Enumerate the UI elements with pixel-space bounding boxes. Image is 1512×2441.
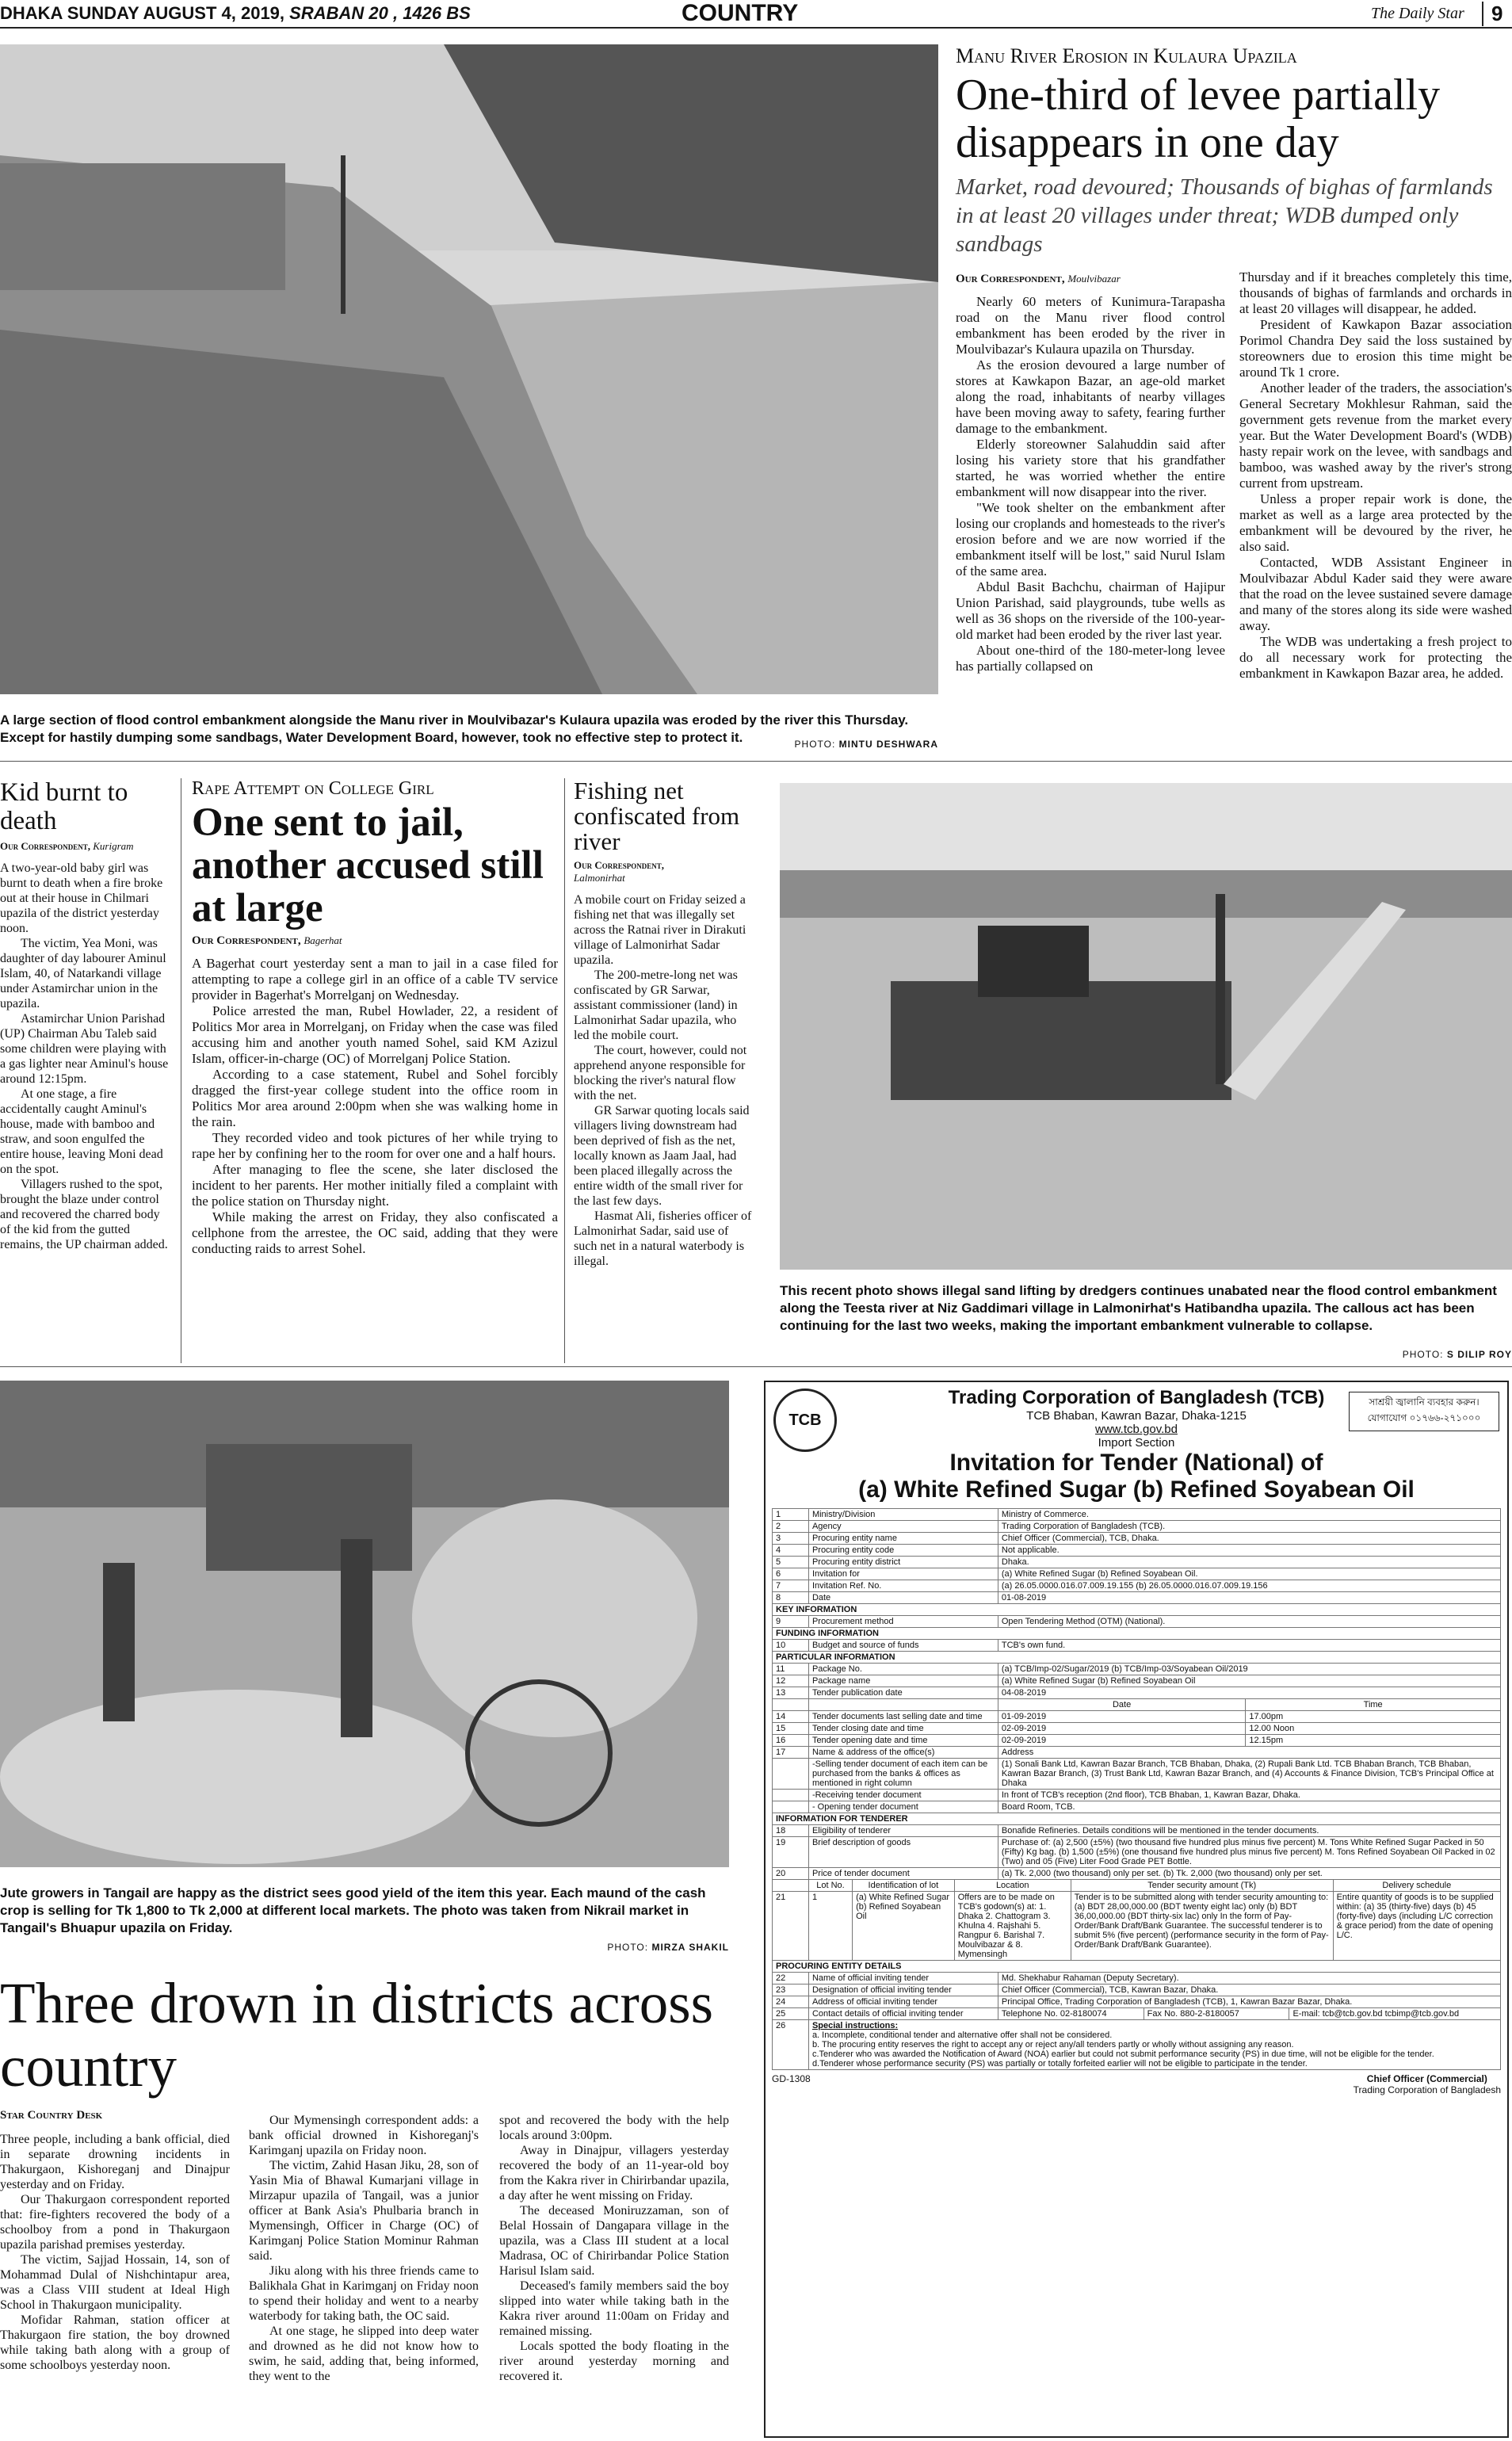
table-cell: 04-08-2019 [998, 1687, 1500, 1699]
table-cell: Agency [808, 1521, 998, 1533]
table-cell: Tender is to be submitted along with tender security amounting to: (a) BDT 28,00,000.00 (BDT twenty eight lac) only (b) BDT 36,00,000.00 (BDT thirty-six lac) only In the form of Pay-Order/Bank Draft/Bank Guarantee. The successful tenderer is to submit 5% (five percent) (performance security in the form of Pay-Order/Bank Draft/Bank Guarantee). [1071, 1892, 1333, 1961]
credit-label: PHOTO: [794, 739, 836, 750]
paragraph: The court, however, could not apprehend anyone responsible for blocking the river's natural flow with the net. [574, 1044, 747, 1102]
table-cell: 25 [773, 2008, 809, 2020]
column-header: Identification of lot [853, 1880, 955, 1892]
table-cell: 11 [773, 1664, 809, 1675]
story-drown-col3 [499, 2113, 729, 2384]
story-levee-col1 [956, 268, 1225, 674]
table-row [773, 1664, 1501, 1675]
paragraph: Locals spotted the body floating in the river around yesterday morning and recovered it. [499, 2340, 729, 2383]
paragraph: After managing to flee the scene, she later disclosed the incident to her parents. Her mother initially filed a complaint with the police station on Thursday night. [192, 1162, 558, 1209]
paragraph: The 200-metre-long net was confiscated by GR Sarwar, assistant commissioner (land) in Lalmonirhat Sadar upazila, who led the mobile court. [574, 968, 738, 1042]
table-cell: Offers are to be made on TCB's godown(s) at: 1. Dhaka 2. Chattogram 3. Khulna 4. Rajshahi 5. Rangpur 6. Barishal 7. Moulvibazar & 8. Mymensingh [954, 1892, 1071, 1961]
paragraph: As the erosion devoured a large number of stores at Kawkapon Bazar, an age-old market along the road, inhabitants of nearby villages have been moving away to safety, fearing further damage to the embankment. [956, 357, 1225, 436]
section-title: KEY INFORMATION [773, 1604, 1501, 1616]
paragraph: GR Sarwar quoting locals said villagers living downstream had been deprived of fish as the net, locally known as Jaam Jaal, had been placed illegally across the entire width of the small river for the last few days. [574, 1104, 750, 1208]
tender-dates-table [772, 1698, 1501, 1747]
byline-place: Lalmonirhat [574, 872, 625, 884]
page-number: 9 [1482, 2, 1502, 26]
table-row [773, 1568, 1501, 1580]
table-cell: Package name [808, 1675, 998, 1687]
tcb-logo: TCB [773, 1389, 837, 1452]
tender-title: Invitation for Tender (National) of [949, 1450, 1323, 1476]
table-row [773, 1973, 1501, 1985]
story-jail [192, 778, 558, 1257]
divider [0, 761, 1512, 762]
masthead-date-text: DHAKA SUNDAY AUGUST 4, 2019, [0, 3, 285, 23]
table-cell: Tender closing date and time [808, 1723, 998, 1735]
table-cell: Invitation Ref. No. [808, 1580, 998, 1592]
date-header: Date [998, 1699, 1245, 1711]
section-row [773, 1961, 1501, 1973]
paragraph: Hasmat Ali, fisheries officer of Lalmonirhat Sadar, said use of such net in a natural waterbody is illegal. [574, 1209, 752, 1268]
table-row [773, 1837, 1501, 1868]
paragraph: Our Thakurgaon correspondent reported that: fire-fighters recovered the body of a schoolboy from a pond in Thakurgaon upazila parishad premises yesterday. [0, 2193, 230, 2252]
jute-photo-credit [507, 1942, 729, 1953]
table-row [773, 1985, 1501, 1996]
story-subhead: Market, road devoured; Thousands of bighas of farmlands in at least 20 villages under threat; WDB dumped only sandbags [956, 174, 1493, 257]
special-instructions [808, 2020, 1500, 2070]
table-cell: In front of TCB's reception (2nd floor), TCB Bhaban, 1, Kawran Bazar, Dhaka. [998, 1790, 1500, 1801]
table-cell: (1) Sonali Bank Ltd, Kawran Bazar Branch, TCB Bhaban, Dhaka, (2) Rupali Bank Ltd. TCB Bhaban Branch, TCB Bhaban, Kawran Bazar Branch, (3) Trust Bank Ltd, Kawran Bazar Branch, and (4) Accounts & Finance Division, TCB's Principal Office at Dhaka [998, 1759, 1500, 1790]
section-title: INFORMATION FOR TENDERER [773, 1813, 1501, 1825]
table-row [773, 2008, 1501, 2020]
table-cell: Name & address of the office(s) [808, 1747, 998, 1759]
table-cell: 16 [773, 1735, 809, 1747]
story-body [192, 956, 558, 1257]
instruction: c.Tenderer who was awarded the Notification of Award (NOA) earlier but could not submit performance security (PS) in due time, will not be eligible for the tender. [811, 2049, 1434, 2059]
paragraph: At one stage, a fire accidentally caught Aminul's house, made with bamboo and straw, and soon engulfed the entire house, leaving Moni dead on the spot. [0, 1087, 163, 1176]
paragraph: Three people, including a bank official, died in separate drowning incidents in Thakurgaon, Kishoreganj and Dinajpur yesterday and on Friday. [0, 2133, 230, 2191]
table-cell: 7 [773, 1580, 809, 1592]
instruction: a. Incomplete, conditional tender and alternative offer shall not be considered. [811, 2030, 1113, 2040]
story-headline: One sent to jail, another accused still at large [192, 800, 544, 930]
table-cell: 1 [808, 1892, 852, 1961]
divider [564, 778, 565, 1363]
table-cell: Ministry of Commerce. [998, 1509, 1500, 1521]
paragraph: Unless a proper repair work is done, the market as well as a large area protected by the embankment will be devoured by the river, he also said. [1239, 491, 1512, 554]
story-kicker: Manu River Erosion in Kulaura Upazila [956, 44, 1297, 67]
story-levee-col2 [1239, 269, 1512, 682]
story-kid-burnt [0, 778, 173, 1252]
table-cell: -Receiving tender document [808, 1790, 998, 1801]
masthead [0, 0, 1512, 29]
paragraph: According to a case statement, Rubel and Sohel forcibly dragged the first-year college student into the office room in Politics Mor area around 2:00pm when she was walking home in the rain. [192, 1067, 558, 1129]
table-cell: Address [998, 1747, 1500, 1759]
dredger-photo-caption: This recent photo shows illegal sand lifting by dredgers continues unabated near the flood control embankment along the Teesta river at Niz Gaddimari village in Lalmonirhat's Hatibandha upazila. The callous act has been continuing for the last two weeks, making the important embankment vulnerable to collapse. [780, 1283, 1497, 1333]
table-cell: TCB's own fund. [998, 1640, 1500, 1652]
section-title: COUNTRY [682, 0, 799, 26]
byline-place: Moulvibazar [1067, 273, 1121, 285]
paragraph: The victim, Yea Moni, was daughter of day labourer Aminul Islam, 40, of Natarkandi village under Astamirchar union in the upazila. [0, 937, 166, 1010]
tender-section: Import Section [1098, 1436, 1175, 1450]
table-cell: Principal Office, Trading Corporation of Bangladesh (TCB), 1, Kawran Bazar Bazar, Dhaka. [998, 1996, 1500, 2008]
table-cell [773, 1801, 809, 1813]
table-row [773, 1996, 1501, 2008]
table-row [773, 1801, 1501, 1813]
story-byline [574, 859, 753, 884]
story-drown-headline: Three drown in districts across country [0, 1971, 714, 2099]
table-row [773, 1616, 1501, 1628]
table-cell: 01-08-2019 [998, 1592, 1500, 1604]
table-row [773, 1687, 1501, 1699]
table-cell [773, 1790, 809, 1801]
paper-logo: The Daily Star [1371, 5, 1464, 22]
table-cell: Entire quantity of goods is to be supplied within: (a) 35 (thirty-five) days (b) 45 (forty-five) days (including L/C correction & grace period) from the date of opening L/C. [1333, 1892, 1500, 1961]
table-cell: 17 [773, 1747, 809, 1759]
column-header [773, 1880, 809, 1892]
tender-website[interactable]: www.tcb.gov.bd [1095, 1423, 1178, 1436]
table-cell: 10 [773, 1640, 809, 1652]
credit-label: PHOTO: [1402, 1349, 1444, 1360]
table-cell: Bonafide Refineries. Details conditions will be mentioned in the tender documents. [998, 1825, 1500, 1837]
table-row [773, 1735, 1501, 1747]
byline-place: Bagerhat [304, 934, 342, 946]
byline-text: Our Correspondent, [192, 934, 301, 947]
story-byline [0, 840, 173, 853]
table-cell: 19 [773, 1837, 809, 1868]
signature [1354, 2073, 1501, 2095]
table-cell: Chief Officer (Commercial), TCB, Kawran Bazar, Dhaka. [998, 1985, 1500, 1996]
table-cell: Eligibility of tenderer [808, 1825, 998, 1837]
table-cell: (a) TCB/Imp-02/Sugar/2019 (b) TCB/Imp-03/Soyabean Oil/2019 [998, 1664, 1500, 1675]
column-header: Location [954, 1880, 1071, 1892]
table-cell: Procuring entity code [808, 1545, 998, 1557]
story-body [0, 861, 173, 1252]
table-cell: Procuring entity district [808, 1557, 998, 1568]
table-cell: (a) White Refined Sugar (b) Refined Soyabean Oil. [998, 1568, 1500, 1580]
paragraph: Thursday and if it breaches completely this time, thousands of bighas of farmlands and orchards in at least 20 villages will disappear, he added. [1239, 269, 1512, 316]
table-cell: Address of official inviting tender [808, 1996, 998, 2008]
story-headline: Kid burnt to death [0, 778, 128, 835]
table-row [773, 1580, 1501, 1592]
table-cell: Contact details of official inviting tender [808, 2008, 998, 2020]
byline-place: Kurigram [93, 840, 134, 852]
erosion-photo [0, 44, 938, 694]
table-cell: Open Tendering Method (OTM) (National). [998, 1616, 1500, 1628]
table-cell: (a) White Refined Sugar (b) Refined Soyabean Oil [853, 1892, 955, 1961]
table-cell: - Opening tender document [808, 1801, 998, 1813]
paragraph: At one stage, he slipped into deep water and drowned as he did not know how to swim, he said, adding that, being informed, they went to the [249, 2324, 479, 2383]
table-cell: 20 [773, 1868, 809, 1880]
table-cell: 12.00 Noon [1246, 1723, 1501, 1735]
tender-org: Trading Corporation of Bangladesh (TCB) [948, 1387, 1325, 1408]
table-cell: Tender opening date and time [808, 1735, 998, 1747]
table-row [773, 1723, 1501, 1735]
section-title: PARTICULAR INFORMATION [773, 1652, 1501, 1664]
table-cell: Procurement method [808, 1616, 998, 1628]
table-cell: 14 [773, 1711, 809, 1723]
table-cell: Tender publication date [808, 1687, 998, 1699]
table-cell: 3 [773, 1533, 809, 1545]
table-cell: 12 [773, 1675, 809, 1687]
paragraph: Away in Dinajpur, villagers yesterday recovered the body of an 11-year-old boy from the Kakra river in Chirirbandar upazila, a day after he went missing on Friday. [499, 2144, 729, 2202]
paragraph: The victim, Zahid Hasan Jiku, 28, son of Yasin Mia of Bhawal Kumarjani village in Mirzapur upazila of Tangail, was a junior officer at Bank Asia's Phulbaria branch in Mymensingh, Officer in Charge (OC) of Karimganj Police Station Mominur Rahman said. [249, 2159, 479, 2263]
story-levee [956, 44, 1512, 258]
table-cell: Designation of official inviting tender [808, 1985, 998, 1996]
table-cell: Trading Corporation of Bangladesh (TCB). [998, 1521, 1500, 1533]
jute-photo-caption: Jute growers in Tangail are happy as the district sees good yield of the item this year. Each maund of the cash crop is selling for Tk 1,800 to Tk 2,000 at different local markets. The photo was taken from Nikrail market in Tangail's Bhuapur upazila on Friday. [0, 1885, 706, 1935]
table-cell: E-mail: tcb@tcb.gov.bd tcbimp@tcb.gov.bd [1289, 2008, 1501, 2020]
tender-title-goods: (a) White Refined Sugar (b) Refined Soyabean Oil [858, 1476, 1415, 1503]
story-drown-col2 [249, 2113, 479, 2384]
table-row [773, 1675, 1501, 1687]
tender-contact-table [772, 2007, 1501, 2070]
paragraph: The victim, Sajjad Hossain, 14, son of Mohammad Dulal of Nishchintapur area, was a Class VIII student at Ideal High School in Thakurgaon municipality. [0, 2253, 230, 2312]
table-cell: 5 [773, 1557, 809, 1568]
paragraph: Jiku along with his three friends came to Balikhala Ghat in Karimganj on Friday noon to spend their holiday and went to a nearby waterbody for taking bath, the OC said. [249, 2264, 479, 2323]
section-row [773, 1604, 1501, 1616]
table-cell: Board Room, TCB. [998, 1801, 1500, 1813]
signatory-org: Trading Corporation of Bangladesh [1353, 2084, 1501, 2095]
section-row [773, 1652, 1501, 1664]
section-row [773, 1628, 1501, 1640]
table-cell: Fax No. 880-2-8180057 [1144, 2008, 1289, 2020]
byline-text: Our Correspondent, [574, 859, 665, 871]
column-header: Tender security amount (Tk) [1071, 1880, 1333, 1892]
table-cell: 13 [773, 1687, 809, 1699]
instructions-title: Special instructions: [811, 2021, 899, 2030]
credit-label: PHOTO: [607, 1942, 649, 1953]
byline-text: Our Correspondent, [0, 840, 91, 852]
bangla-notice: সাশ্রয়ী জ্বালানি ব্যবহার করুন। যোগাযোগ ০১৭৬৬-২৭১০০০ [1349, 1392, 1499, 1431]
dredger-photo [780, 783, 1512, 1270]
table-cell: (a) White Refined Sugar (b) Refined Soyabean Oil [998, 1675, 1500, 1687]
credit-name: MIRZA SHAKIL [651, 1942, 729, 1953]
paragraph: Deceased's family members said the boy slipped into water while taking bath in the Kakra river around 11:00am on Friday and remained missing. [499, 2279, 729, 2338]
divider [0, 1366, 1512, 1367]
table-cell: 1 [773, 1509, 809, 1521]
table-cell: 23 [773, 1985, 809, 1996]
table-row [773, 1711, 1501, 1723]
paragraph: Abdul Basit Bachchu, chairman of Hajipur Union Parishad, said playgrounds, tube wells as well as 36 shops on the riverside of the 100-year-old market had been eroded by the river last year. [956, 579, 1225, 642]
table-cell: 01-09-2019 [998, 1711, 1245, 1723]
paragraph: Nearly 60 meters of Kunimura-Tarapasha road on the Manu river flood control embankment has been eroded by the river in Moulvibazar's Kulaura upazila on Thursday. [956, 294, 1225, 357]
table-row [773, 1892, 1501, 1961]
tender-table-3 [772, 1960, 1501, 2008]
table-cell: 8 [773, 1592, 809, 1604]
paragraph: The deceased Moniruzzaman, son of Belal Hossain of Dangapara village in the upazila, was a Class III student at a local Madrasa, OC of Chirirbandar Police Station Harisul Islam said. [499, 2204, 729, 2278]
credit-name: MINTU DESHWARA [838, 739, 938, 750]
paragraph: Mofidar Rahman, station officer at Thakurgaon fire station, the boy drowned while taking bath along with a group of some schoolboys yesterday noon. [0, 2313, 230, 2372]
tender-address: TCB Bhaban, Kawran Bazar, Dhaka-1215 [1026, 1409, 1247, 1423]
table-row [773, 1790, 1501, 1801]
row-number: 26 [773, 2020, 809, 2070]
paragraph: Our Mymensingh correspondent adds: a bank official drowned in Kishoreganj's Karimganj upazila on Friday noon. [249, 2114, 479, 2157]
paragraph: Contacted, WDB Assistant Engineer in Moulvibazar Abdul Kader said they were aware that the road on the levee sustained severe damage and many of the stores along its side were washed away. [1239, 555, 1512, 633]
table-row [773, 1592, 1501, 1604]
story-body [956, 294, 1225, 674]
column-header: Delivery schedule [1333, 1880, 1500, 1892]
table-row [773, 1699, 1501, 1711]
gd-number: GD-1308 [772, 2073, 811, 2084]
tender-footer [772, 2073, 1501, 2095]
paragraph: Another leader of the traders, the association's General Secretary Mokhlesur Rahman, said the government gets revenue from the market every year. But the Water Development Board's (WDB) hasty repair work on the levee, with sandbags and bamboo, was washed away by the river's strong current from upstream. [1239, 380, 1512, 491]
story-kicker: Rape Attempt on College Girl [192, 778, 434, 799]
paragraph: A Bagerhat court yesterday sent a man to jail in a case filed for attempting to rape a college girl in an office of a cable TV service provider in Bagerhat's Morrelganj on Wednesday. [192, 956, 558, 1003]
table-row [773, 1880, 1501, 1892]
byline-text: Our Correspondent, [956, 273, 1065, 285]
paragraph: spot and recovered the body with the help locals around 3:00pm. [499, 2114, 729, 2142]
table-cell: Not applicable. [998, 1545, 1500, 1557]
table-cell: 6 [773, 1568, 809, 1580]
table-cell: Price of tender document [808, 1868, 998, 1880]
paragraph: About one-third of the 180-meter-long levee has partially collapsed on [956, 643, 1225, 674]
table-cell: 12.15pm [1246, 1735, 1501, 1747]
table-cell: Invitation for [808, 1568, 998, 1580]
table-cell: Name of official inviting tender [808, 1973, 998, 1985]
table-cell: (a) Tk. 2,000 (two thousand) only per set. (b) Tk. 2,000 (two thousand) only per set. [998, 1868, 1500, 1880]
table-cell: -Selling tender document of each item can be purchased from the banks & offices as mentioned in right column [808, 1759, 998, 1790]
table-row [773, 2020, 1501, 2070]
table-cell: 9 [773, 1616, 809, 1628]
tender-table-2 [772, 1746, 1501, 1880]
story-body [574, 892, 753, 1269]
time-header: Time [1246, 1699, 1501, 1711]
paragraph: Astamirchar Union Parishad (UP) Chairman Abu Taleb said some children were playing with a gas lighter near Aminul's house around 12:15pm. [0, 1012, 169, 1086]
story-byline: Star Country Desk [0, 2109, 103, 2122]
column-header: Lot No. [808, 1880, 852, 1892]
table-row [773, 1545, 1501, 1557]
table-cell: Brief description of goods [808, 1837, 998, 1868]
section-title: FUNDING INFORMATION [773, 1628, 1501, 1640]
section-row [773, 1813, 1501, 1825]
table-cell: Md. Shekhabur Rahaman (Deputy Secretary). [998, 1973, 1500, 1985]
credit-name: S DILIP ROY [1446, 1349, 1512, 1360]
tender-table [772, 1508, 1501, 1699]
table-cell: 21 [773, 1892, 809, 1961]
erosion-photo-credit [713, 739, 938, 750]
table-row [773, 1509, 1501, 1521]
table-row [773, 1521, 1501, 1533]
story-byline [192, 934, 558, 948]
paragraph: Police arrested the man, Rubel Howlader, 22, a resident of Politics Mor area in Morrelganj, on Friday when the case was filed accusing him and another youth named Sohel, said KM Azizul Islam, officer-in-charge (OC) of Morrelganj Police Station. [192, 1003, 558, 1066]
table-cell: 4 [773, 1545, 809, 1557]
paragraph: While making the arrest on Friday, they also confiscated a cellphone from the arrestee, the OC said, adding that they were conducting raids to arrest Sohel. [192, 1209, 558, 1256]
table-cell: Procuring entity name [808, 1533, 998, 1545]
table-cell: Tender documents last selling date and time [808, 1711, 998, 1723]
dredger-photo-credit [1284, 1349, 1512, 1360]
table-cell: 02-09-2019 [998, 1723, 1245, 1735]
erosion-photo-caption: A large section of flood control embankment alongside the Manu river in Moulvibazar's Kulaura upazila was eroded by the river this Thursday. Except for hastily dumping some sandbags, Water Development Board, however, took no effective step to protect it. [0, 712, 909, 745]
table-row [773, 1533, 1501, 1545]
story-headline: One-third of levee partially disappears in one day [956, 71, 1441, 167]
paragraph: A two-year-old baby girl was burnt to death when a fire broke out at their house in Chilmari upazila of the district yesterday noon. [0, 861, 163, 935]
section-title: PROCURING ENTITY DETAILS [773, 1961, 1501, 1973]
table-cell: 2 [773, 1521, 809, 1533]
instruction: d.Tenderer whose performance security (PS) was partially or totally forfeited earlier will not be eligible to participate in the tender. [811, 2059, 1308, 2069]
paragraph: They recorded video and took pictures of her while trying to rape her by confining her to the room for over one and a half hours. [192, 1130, 558, 1161]
tender-advertisement [764, 1381, 1509, 2438]
table-cell: Chief Officer (Commercial), TCB, Dhaka. [998, 1533, 1500, 1545]
table-cell: 18 [773, 1825, 809, 1837]
table-row [773, 1640, 1501, 1652]
table-cell: 17.00pm [1246, 1711, 1501, 1723]
table-row [773, 1868, 1501, 1880]
table-cell [773, 1759, 809, 1790]
table-row [773, 1747, 1501, 1759]
masthead-bangla-date: SRABAN 20 , 1426 BS [289, 3, 471, 23]
table-cell: 02-09-2019 [998, 1735, 1245, 1747]
paragraph: The WDB was undertaking a fresh project to do all necessary work for protecting the embankment in Kawkapon Bazar area, he added. [1239, 634, 1512, 681]
signatory-title: Chief Officer (Commercial) [1366, 2073, 1487, 2084]
table-cell: 15 [773, 1723, 809, 1735]
paragraph: Villagers rushed to the spot, brought the blaze under control and recovered the charred body of the kid from the gutted remains, the UP chairman added. [0, 1178, 168, 1251]
table-cell: 24 [773, 1996, 809, 2008]
table-cell: Ministry/Division [808, 1509, 998, 1521]
table-cell: Dhaka. [998, 1557, 1500, 1568]
paragraph: Elderly storeowner Salahuddin said after losing his variety store that his grandfather started, he was worried whether the entire embankment will now disappear into the river. [956, 437, 1225, 499]
story-byline [956, 273, 1225, 286]
table-cell: Date [808, 1592, 998, 1604]
table-cell: Budget and source of funds [808, 1640, 998, 1652]
table-cell: Purchase of: (a) 2,500 (±5%) (two thousand five hundred plus minus five percent) M. Tons White Refined Sugar Packed in 50 (Fifty) Kg bag. (b) 1,500 (±5%) (one thousand five hundred plus minus five percent) M. Tons Refined Soyabean Oil Packed in 02 (Two) and 05 (Five) Liter Food Grade PET Bottle. [998, 1837, 1500, 1868]
tender-lot-table [772, 1879, 1501, 1961]
instruction: b. The procuring entity reserves the right to accept any or reject any/all tenders partly or wholly without assigning any reason. [811, 2040, 1294, 2049]
masthead-date [0, 3, 471, 24]
table-row [773, 1759, 1501, 1790]
paragraph: President of Kawkapon Bazar association Porimol Chandra Dey said the loss sustained by storeowners due to erosion this time might be around Tk 1 crore. [1239, 317, 1512, 380]
paragraph: "We took shelter on the embankment after losing our croplands and homesteads to the river's erosion before and we are now worried if the embankment itself will be lost," said Nurul Islam of the same area. [956, 500, 1225, 579]
table-cell: 22 [773, 1973, 809, 1985]
table-cell: Package No. [808, 1664, 998, 1675]
table-row [773, 1825, 1501, 1837]
table-cell: Telephone No. 02-8180074 [998, 2008, 1144, 2020]
story-fishing-net [574, 778, 753, 1269]
jute-photo [0, 1381, 729, 1867]
table-row [773, 1557, 1501, 1568]
story-headline: Fishing net confiscated from river [574, 777, 740, 855]
table-cell: (a) 26.05.0000.016.07.009.19.155 (b) 26.05.0000.016.07.009.19.156 [998, 1580, 1500, 1592]
story-drown-col1 [0, 2132, 230, 2373]
paragraph: A mobile court on Friday seized a fishing net that was illegally set across the Ratnai river in Dirakuti village of Lalmonirhat Sadar upazila. [574, 893, 746, 967]
